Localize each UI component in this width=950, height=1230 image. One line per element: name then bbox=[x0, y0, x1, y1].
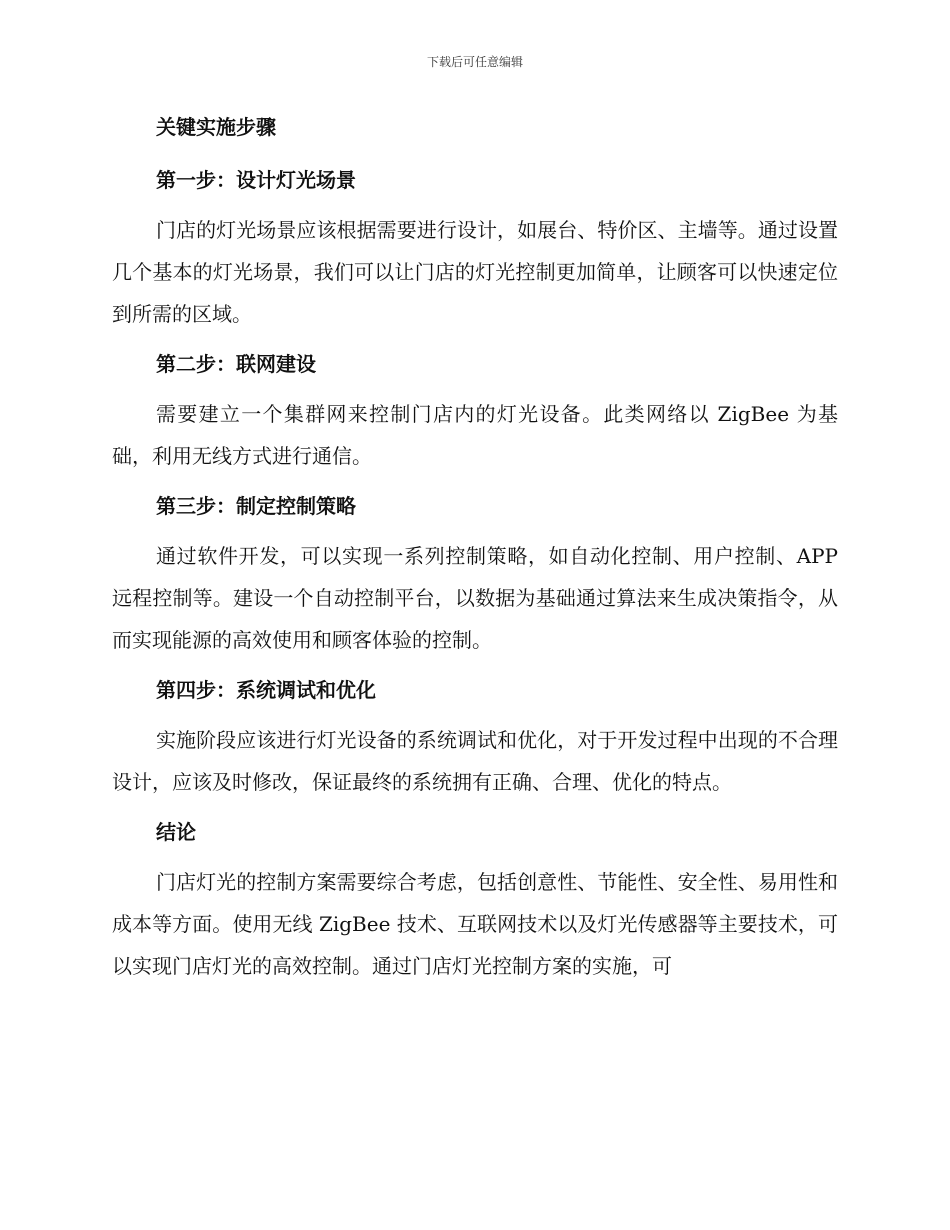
heading-step-3: 第三步：制定控制策略 bbox=[156, 494, 356, 518]
heading-key-steps: 关键实施步骤 bbox=[156, 115, 276, 139]
heading-conclusion: 结论 bbox=[156, 820, 196, 844]
paragraph-conclusion: 门店灯光的控制方案需要综合考虑，包括创意性、节能性、安全性、易用性和成本等方面。使用无线 ZigBee 技术、互联网技术以及灯光传感器等主要技术，可以实现门店灯光的高效控制。通过门店灯光控制方案的实施，可 bbox=[112, 870, 838, 978]
paragraph-step-4: 实施阶段应该进行灯光设备的系统调试和优化，对于开发过程中出现的不合理设计，应该及时修改，保证最终的系统拥有正确、合理、优化的特点。 bbox=[112, 728, 838, 794]
heading-step-4: 第四步：系统调试和优化 bbox=[156, 678, 376, 702]
page-header: 下载后可任意编辑 bbox=[426, 55, 523, 69]
heading-step-2: 第二步：联网建设 bbox=[156, 352, 316, 376]
paragraph-step-3: 通过软件开发，可以实现一系列控制策略，如自动化控制、用户控制、APP 远程控制等。建设一个自动控制平台，以数据为基础通过算法来生成决策指令，从而实现能源的高效使用和顾客体验的控制。 bbox=[112, 544, 838, 652]
heading-step-1: 第一步：设计灯光场景 bbox=[156, 168, 356, 192]
paragraph-step-1: 门店的灯光场景应该根据需要进行设计，如展台、特价区、主墙等。通过设置几个基本的灯光场景，我们可以让门店的灯光控制更加简单，让顾客可以快速定位到所需的区域。 bbox=[112, 218, 838, 326]
paragraph-step-2: 需要建立一个集群网来控制门店内的灯光设备。此类网络以 ZigBee 为基础，利用无线方式进行通信。 bbox=[112, 402, 838, 468]
document-body bbox=[112, 112, 838, 987]
